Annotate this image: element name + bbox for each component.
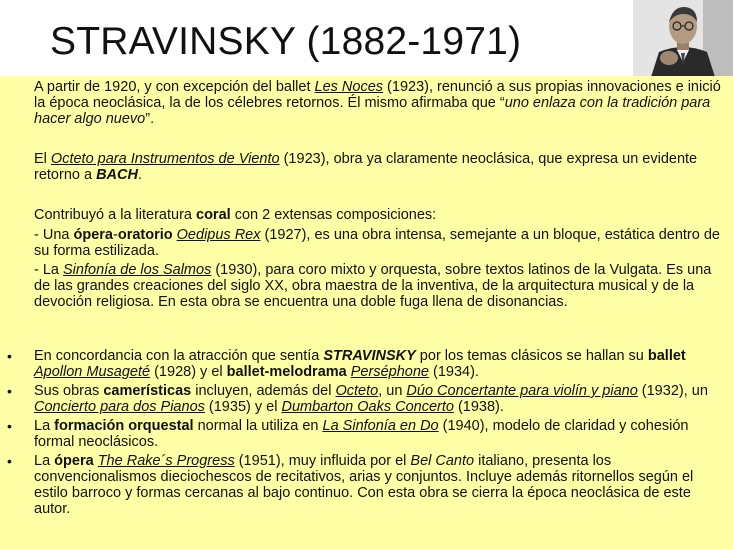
p1-text-c: (1923), renunció a sus propias innovaciones e inició la época neoclásica, la de los célebres retornos. Él mismo afirmaba que “ [34,79,721,111]
b2-text-e: , un [378,383,407,399]
paragraph-neoclassic-intro [34,79,724,127]
b3-text-e: (1940), modelo de claridad y cohesión formal neoclásicos. [34,418,689,450]
slide-title: STRAVINSKY (1882-1971) [50,20,522,63]
link-oedipus-rex[interactable]: Oedipus Rex [176,227,261,243]
p5-text-a: - La [34,262,64,278]
p4-text-a: - Una [34,227,74,243]
b2-text-k: (1938). [453,399,504,415]
link-duo-concertante[interactable]: Dúo Concertante para violín y piano [406,383,638,399]
paragraph-octeto [34,151,724,183]
paragraph-salmos [34,262,724,310]
b1-ballet-melodrama: ballet-melodrama [226,364,347,380]
bullet-rakes-progress [34,453,724,517]
p4-oratorio: oratorio [117,227,173,243]
p5-text-c: (1930), para coro mixto y orquesta, sobre textos latinos de la Vulgata. Es una de las grandes creaciones del siglo XX, obra maestra de la inventiva, de la arquitectura musical y de la devoción religiosa. En esta obra se encuentra una doble fuga llena de disonancias. [34,262,712,310]
p1-text-a: A partir de 1920, y con excepción del ballet [34,79,315,95]
bullet-marker: • [7,383,12,399]
b2-text-a: Sus obras [34,383,104,399]
bullet-camaristicas [34,383,724,415]
paragraph-oedipus [34,227,724,259]
p2-text-a: El [34,151,51,167]
b4-text-g: italiano, presenta los convencionalismos dieciochescos de recitativos, arias y conjuntos. Incluye además ritornellos según el estilo barroco y formas cercanas al bajo continuo. Con esta obra se cierra la época neoclásica de este autor. [34,453,694,517]
b4-bel-canto: Bel Canto [410,453,475,469]
b1-text-c: por los temas clásicos se hallan su [415,348,648,364]
b4-text-e: (1951), muy influida por el [234,453,411,469]
p2-text-c: (1923), obra ya claramente neoclásica, que expresa un evidente retorno a [34,151,698,183]
b1-stravinsky: STRAVINSKY [323,348,416,364]
b2-text-g: (1932), un [637,383,708,399]
bullet-marker: • [7,418,12,434]
link-concierto-dos-pianos[interactable]: Concierto para dos Pianos [34,399,205,415]
b1-text-g: (1928) y el [150,364,227,380]
b4-opera: ópera [54,453,94,469]
p3-coral: coral [196,207,231,223]
b1-text-a: En concordancia con la atracción que sentía [34,348,324,364]
link-octeto[interactable]: Octeto para Instrumentos de Viento [50,151,280,167]
link-rakes-progress[interactable]: The Rake´s Progress [97,453,235,469]
link-apollon[interactable]: Apollon Musageté [34,364,151,380]
paragraph-coral [34,207,724,223]
link-sinfonia-en-do[interactable]: La Sinfonía en Do [322,418,439,434]
p4-dash: - [113,227,118,243]
bullet-marker: • [7,453,12,469]
portrait-image [633,0,733,77]
link-les-noces[interactable]: Les Noces [314,79,384,95]
p1-quote: uno enlaza con la tradición para hacer algo nuevo [34,95,711,127]
portrait-photo [633,0,733,77]
b2-camaristicas: camerísticas [103,383,192,399]
p1-text-e: ”. [145,111,155,127]
p4-opera: ópera [73,227,113,243]
p3-text-c: con 2 extensas composiciones: [230,207,437,223]
p2-text-e: . [137,167,142,183]
b3-formacion: formación orquestal [54,418,194,434]
b1-text-k: (1934). [428,364,479,380]
b3-text-a: La [34,418,55,434]
bullet-marker: • [7,348,12,364]
b2-text-i: (1935) y el [204,399,282,415]
p3-text-a: Contribuyó a la literatura [34,207,196,223]
b2-text-c: incluyen, además del [191,383,336,399]
link-dumbarton-oaks[interactable]: Dumbarton Oaks Concerto [281,399,454,415]
b1-ballet: ballet [647,348,686,364]
link-sinfonia-salmos[interactable]: Sinfonía de los Salmos [63,262,212,278]
link-persephone[interactable]: Perséphone [350,364,429,380]
p2-bach: BACH [96,167,138,183]
bullet-formacion-orquestal [34,418,724,450]
link-octeto-2[interactable]: Octeto [335,383,379,399]
b3-text-c: normal la utiliza en [193,418,323,434]
p4-text-g: (1927), es una obra intensa, semejante a un bloque, estática dentro de su forma estilizada. [34,227,720,259]
bullet-apollon [34,348,724,380]
b4-text-a: La [34,453,55,469]
